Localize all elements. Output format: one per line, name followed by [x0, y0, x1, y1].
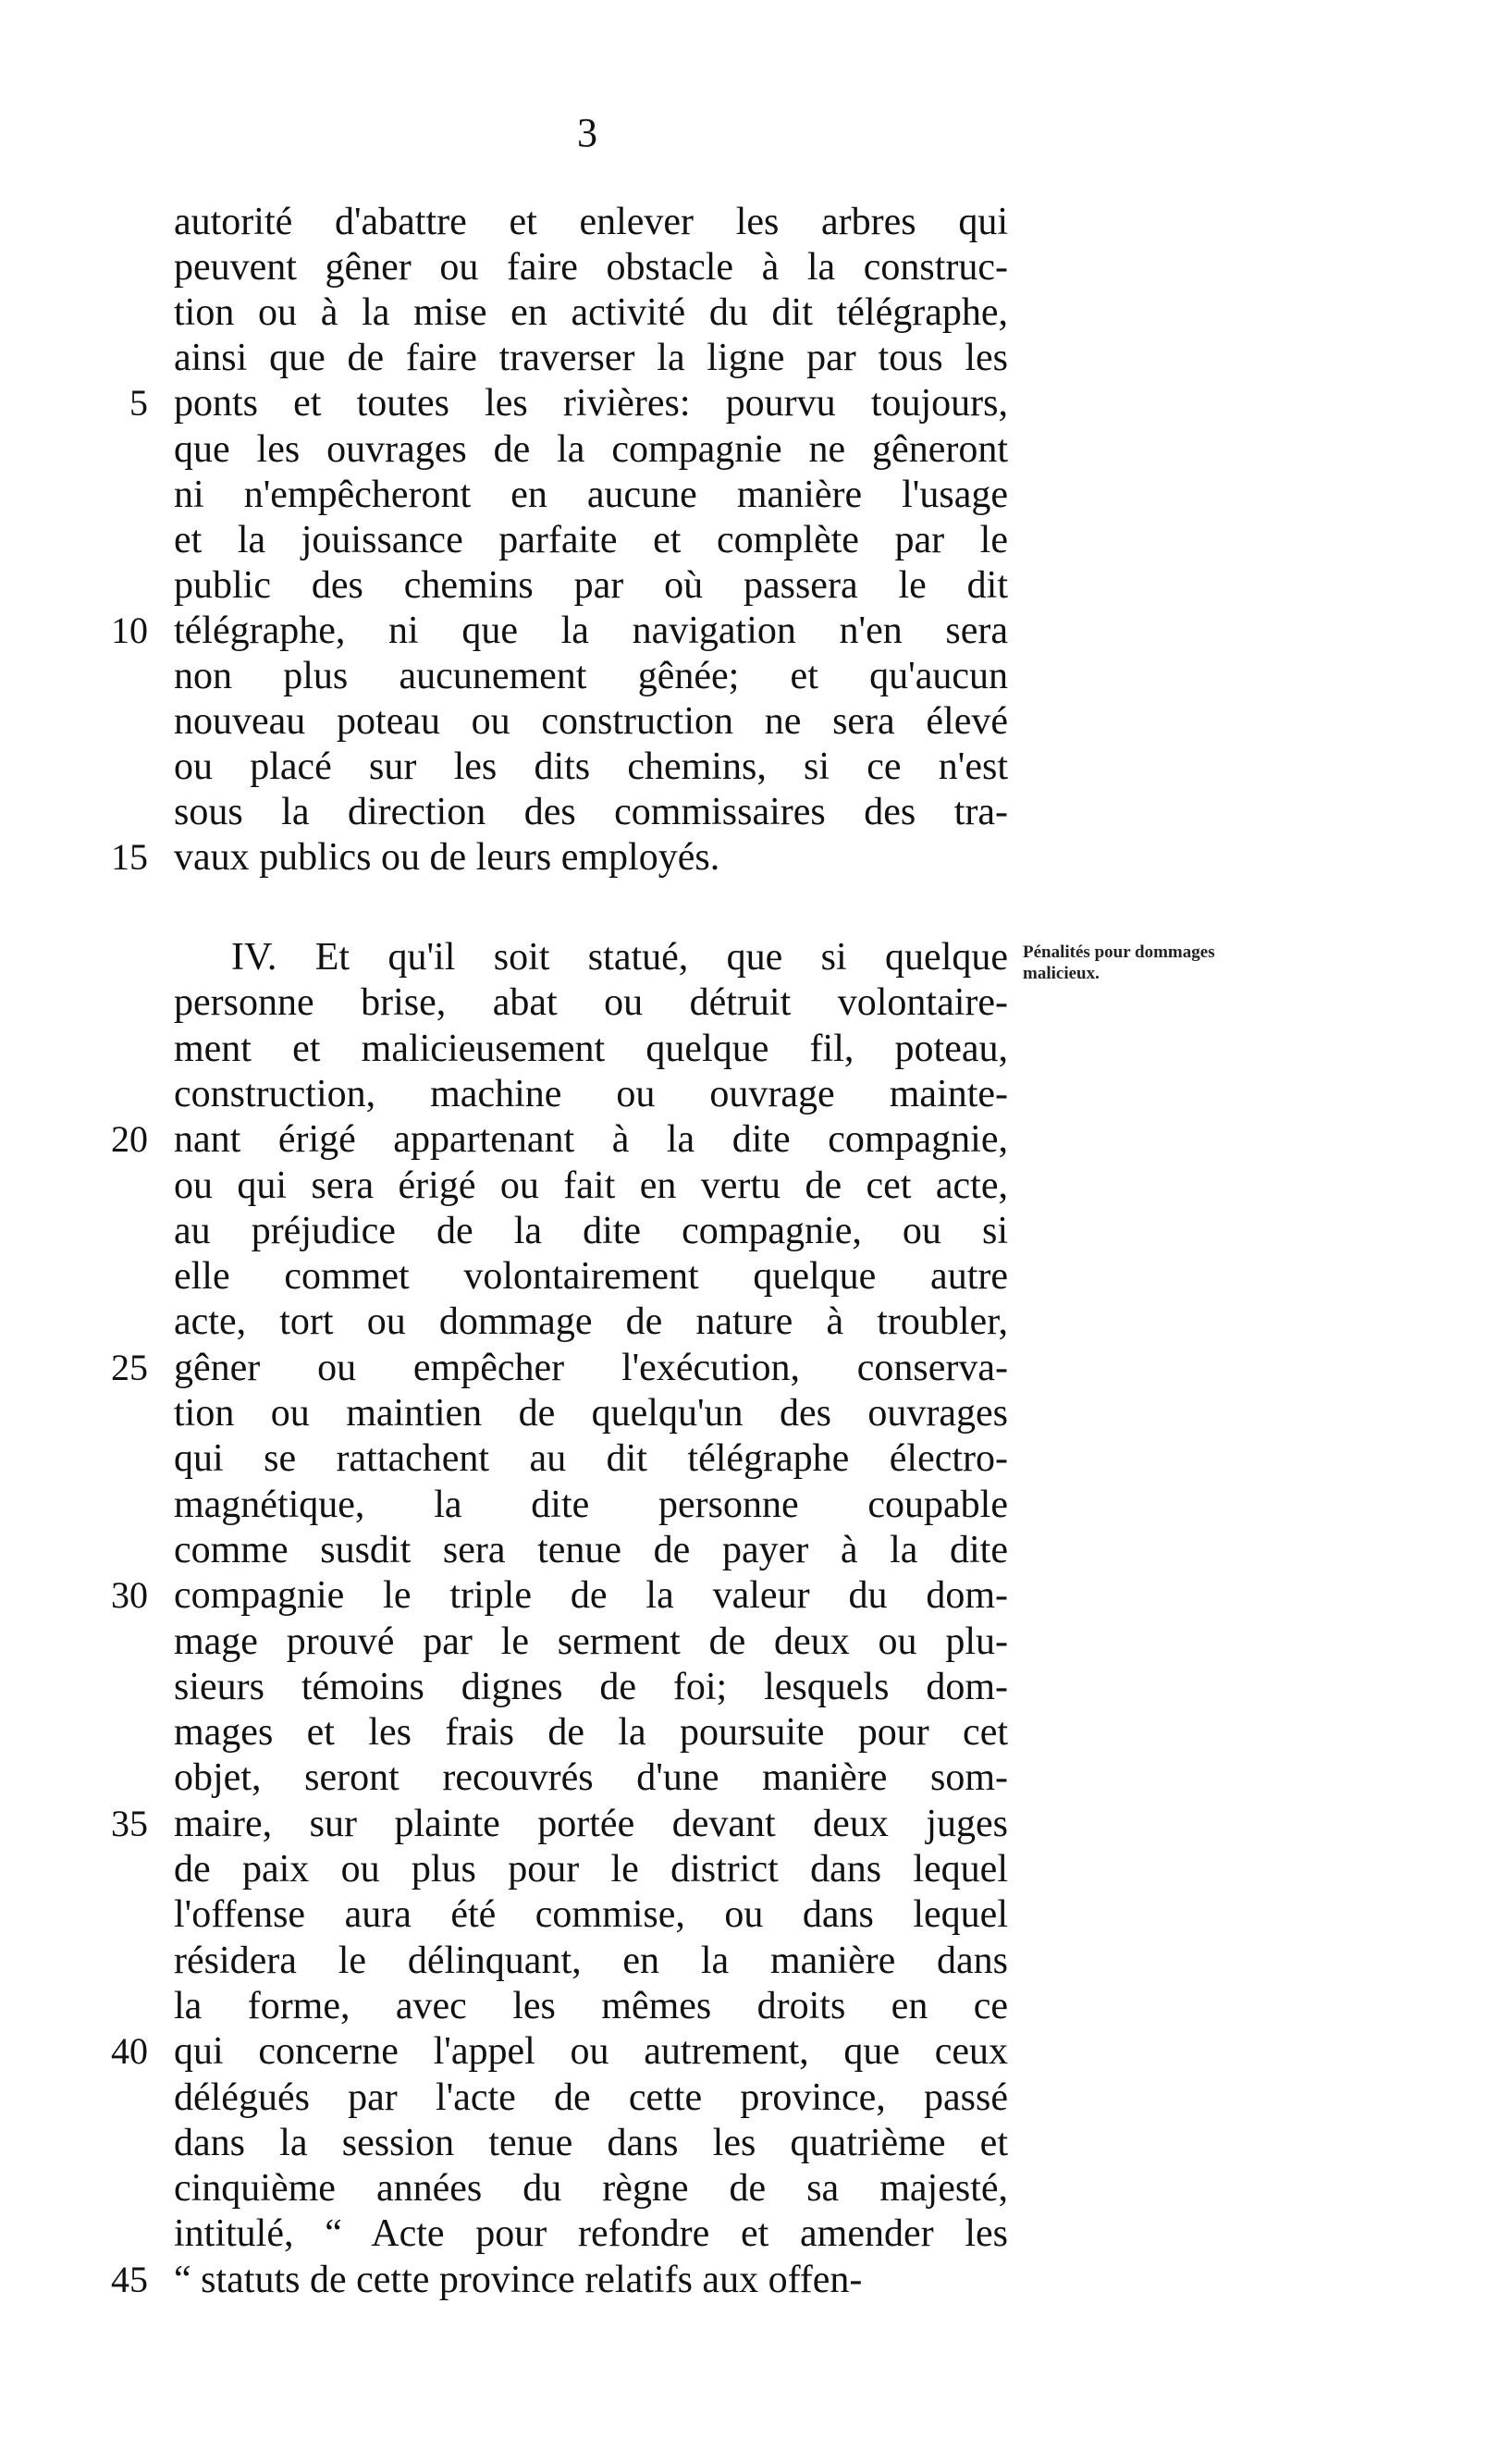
line-text: ment et malicieusement quelque fil, poteau, — [174, 1027, 1008, 1070]
line-text: nouveau poteau ou construction ne sera élevé — [174, 700, 1008, 744]
line-number: 5 — [129, 382, 148, 425]
line-number: 30 — [111, 1574, 148, 1617]
line-text: objet, seront recouvrés d'une manière som- — [174, 1756, 1008, 1800]
line-text: télégraphe, ni que la navigation n'en sera — [174, 609, 1008, 652]
line-text: cinquième années du règne de sa majesté, — [174, 2167, 1008, 2211]
line-text: non plus aucunement gênée; et qu'aucun — [174, 655, 1008, 697]
line-number: 40 — [111, 2030, 148, 2073]
line-text: compagnie le triple de la valeur du dom- — [174, 1574, 1008, 1618]
line-text: dans la session tenue dans les quatrième et — [174, 2121, 1008, 2164]
line-text: ou qui sera érigé ou fait en vertu de cet acte, — [174, 1164, 1008, 1207]
margin-note: Pénalités pour dommages malicieux. — [1023, 942, 1215, 983]
line-text: autorité d'abattre et enlever les arbres qui — [174, 201, 1008, 243]
line-text: mages et les frais de la poursuite pour cet — [174, 1711, 1008, 1755]
line-text: ou placé sur les dits chemins, si ce n'est — [174, 745, 1008, 789]
line-text: sous la direction des commissaires des tra- — [174, 791, 1008, 834]
line-text: construction, machine ou ouvrage mainte- — [174, 1072, 1008, 1115]
line-text: acte, tort ou dommage de nature à troubler, — [174, 1300, 1008, 1344]
line-text: magnétique, la dite personne coupable — [174, 1483, 1008, 1526]
line-text: ni n'empêcheront en aucune manière l'usage — [174, 473, 1008, 516]
line-text: intitulé, “ Acte pour refondre et amender les — [174, 2212, 1008, 2256]
line-text: la forme, avec les mêmes droits en ce — [174, 1984, 1008, 2027]
line-number: 10 — [111, 609, 148, 651]
line-text: public des chemins par où passera le dit — [174, 563, 1008, 607]
line-number: 35 — [111, 1802, 148, 1844]
line-number: 25 — [111, 1346, 148, 1388]
line-text: au préjudice de la dite compagnie, ou si — [174, 1209, 1008, 1252]
line-text: sieurs témoins dignes de foi; lesquels dom- — [174, 1665, 1008, 1708]
line-text: délégués par l'acte de cette province, passé — [174, 2076, 1008, 2119]
line-number: 45 — [111, 2258, 148, 2300]
line-text: de paix ou plus pour le district dans lequel — [174, 1848, 1008, 1891]
line-text: tion ou à la mise en activité du dit télégraphe, — [174, 291, 1008, 335]
line-number: 20 — [111, 1118, 148, 1161]
line-text: et la jouissance parfaite et complète par le — [174, 518, 1008, 561]
line-text: IV. Et qu'il soit statué, que si quelque — [231, 936, 1008, 979]
line-text: personne brise, abat ou détruit volontaire- — [174, 981, 1008, 1025]
line-text: qui concerne l'appel ou autrement, que ceux — [174, 2030, 1008, 2074]
line-text: elle commet volontairement quelque autre — [174, 1255, 1008, 1299]
line-text: résidera le délinquant, en la manière dans — [174, 1939, 1008, 1982]
line-text: ponts et toutes les rivières: pourvu toujours, — [174, 382, 1008, 425]
line-text: l'offense aura été commise, ou dans lequel — [174, 1893, 1008, 1937]
line-text: gêner ou empêcher l'exécution, conserva- — [174, 1346, 1008, 1389]
line-text: mage prouvé par le serment de deux ou plu- — [174, 1620, 1008, 1663]
line-text: “ statuts de cette province relatifs aux offen- — [174, 2258, 863, 2301]
line-text: nant érigé appartenant à la dite compagnie, — [174, 1118, 1008, 1162]
line-text: comme susdit sera tenue de payer à la dite — [174, 1528, 1008, 1571]
line-text: vaux publics ou de leurs employés. — [174, 836, 720, 880]
page-number: 3 — [577, 110, 597, 155]
line-number: 15 — [111, 836, 148, 879]
line-text: tion ou maintien de quelqu'un des ouvrages — [174, 1392, 1008, 1435]
line-text: que les ouvrages de la compagnie ne gêneront — [174, 427, 1008, 471]
line-text: peuvent gêner ou faire obstacle à la construc- — [174, 246, 1008, 289]
line-text: maire, sur plainte portée devant deux juges — [174, 1802, 1008, 1845]
line-text: ainsi que de faire traverser la ligne par tous les — [174, 337, 1008, 380]
line-text: qui se rattachent au dit télégraphe électro- — [174, 1437, 1008, 1481]
